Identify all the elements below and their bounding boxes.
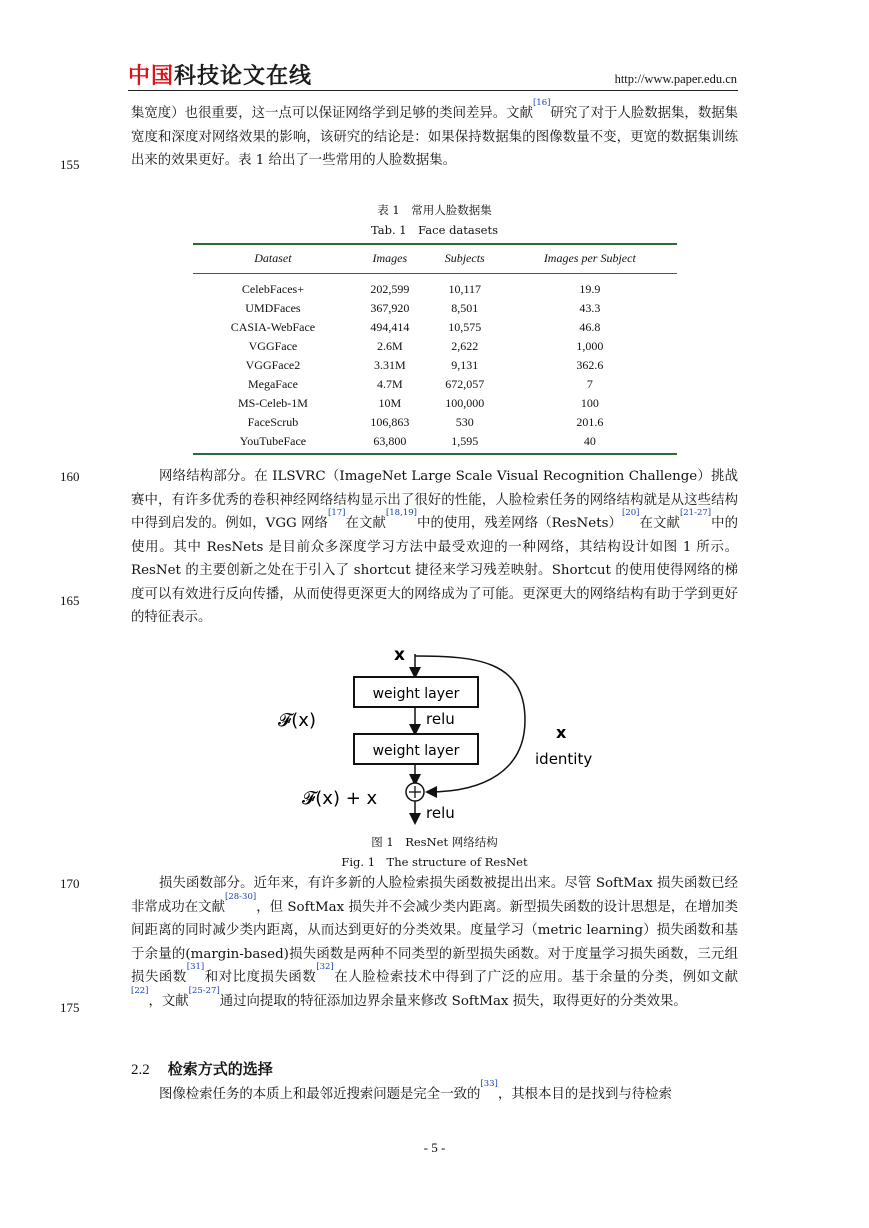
line-number: 160 [60,469,80,484]
identity-x-label: x [556,723,567,742]
table-row: VGGFace 2.6M 2,622 1,000 [248,339,604,353]
line-number: 165 [60,593,80,608]
line-number: 155 [60,157,80,172]
table-row: CelebFaces+ 202,599 10,117 19.9 [241,282,601,296]
input-x-label: x [394,645,405,665]
journal-logo [128,64,312,90]
section-heading [131,1058,273,1079]
logo-dark-text: 科技论文在线 [174,64,313,89]
page-number: - 5 - [423,1140,446,1155]
column-header-images-per-subject: Images per Subject [503,244,677,274]
paragraph-2: 网络结构部分。在 ILSVRC（ImageNet Large Scale Visual Recognition Challenge）挑战赛中，有许多优秀的卷积神经网络结构显示出了很好的性能，人脸检索任务的网络结构就是从这些结构中得到启发的。例如，VGG 网络[17]在文献[18,19]中的使用，残差网络（ResNets）[20]在文献[21-27]中的使用。其中 ResNets 是目前众多深度学习方法中最受欢迎的一种网络，其结构设计如图 1 所示。ResNet 的主要创新之处在于引入了 shortcut 捷径来学习残差映射。Shortcut 的使用使得网络的梯度可以有效进行反向传播，从而使得更深更大的网络成为了可能。更深更大的网络结构有助于学到更好的特征表示。 [131,469,739,625]
line-number: 175 [60,1000,80,1015]
line-number: 170 [60,876,80,891]
weight-layer-1-label: weight layer [372,686,460,702]
fx-label: 𝓕(x) [278,710,316,731]
paragraph-4: 图像检索任务的本质上和最邻近搜索问题是完全一致的[33]，其根本目的是找到与待检索 [159,1079,672,1102]
table-row: UMDFaces 367,920 8,501 43.3 [245,301,601,315]
table-row: VGGFace2 3.31M 9,131 362.6 [245,358,604,372]
table-row: MS-Celeb-1M 10M 100,000 100 [237,396,599,410]
citation-link[interactable]: [31] [186,962,205,972]
column-header-dataset: Dataset [193,244,353,274]
fx-plus-x-label: 𝓕(x) + x [302,788,378,809]
paragraph-3: 损失函数部分。近年来，有许多新的人脸检索损失函数被提出出来。尽管 SoftMax 损失函数已经非常成功在文献[28-30]，但 SoftMax 损失并不会减少类内距离。新型损失函数的设计思想是，在增加类间距离的同时减少类内距离，从而达到更好的分类效果。度量学习（metric learning）损失函数和基于余量的(margin-based)损失函数是两种不同类型的新型损失函数。对于度量学习损失函数，三元组损失函数[31]和对比度损失函数[32]在人脸检索技术中得到了广泛的应用。基于余量的分类，例如文献[22]，文献[25-27]通过向提取的特征添加边界余量来修改 SoftMax 损失，取得更好的分类效果。 [131,876,739,1009]
citation-link[interactable]: [16] [532,98,551,108]
logo-red-text: 中国 [128,64,175,89]
relu-2-label: relu [426,804,455,822]
table-row: YouTubeFace 63,800 1,595 40 [193,432,677,454]
table-row: CASIA-WebFace 494,414 10,575 46.8 [230,320,601,334]
citation-link[interactable]: [17] [328,508,346,518]
identity-label: identity [535,750,593,768]
column-header-subjects: Subjects [427,244,503,274]
citation-link[interactable]: [25-27] [188,985,220,996]
column-header-images: Images [353,244,427,274]
section-number: 2.2 [131,1062,150,1078]
figure-caption-en: Fig. 1 The structure of ResNet [341,855,528,869]
citation-link[interactable]: [21-27] [679,508,712,518]
paragraph-1: 集宽度）也很重要，这一点可以保证网络学到足够的类间差异。文献[16]研究了对于人脸数据集，数据集宽度和深度对网络效果的影响，该研究的结论是：如果保持数据集的图像数量不变，更宽的数据集训练出来的效果更好。表 1 给出了一些常用的人脸数据集。 [131,98,739,168]
figure-caption-cn: 图 1 ResNet 网络结构 [371,835,498,849]
relu-1-label: relu [426,710,455,728]
citation-link[interactable]: [22] [131,985,149,996]
header-url[interactable]: http://www.paper.edu.cn [614,72,737,86]
citation-link[interactable]: [32] [316,962,334,972]
citation-link[interactable]: [20] [622,508,640,518]
citation-link[interactable]: [18,19] [385,508,417,518]
weight-layer-2-label: weight layer [372,743,460,759]
citation-link[interactable]: [33] [480,1079,498,1089]
table-row: MegaFace 4.7M 672,057 7 [247,377,593,391]
table-caption-en: Tab. 1 Face datasets [370,223,498,237]
resnet-block-diagram [270,640,610,830]
table-row: FaceScrub 106,863 530 201.6 [247,415,604,429]
header-rule [128,90,738,91]
table-caption-cn: 表 1 常用人脸数据集 [377,203,492,217]
section-title-text: 检索方式的选择 [167,1060,273,1078]
citation-link[interactable]: [28-30] [225,891,257,902]
face-datasets-table [193,243,677,455]
